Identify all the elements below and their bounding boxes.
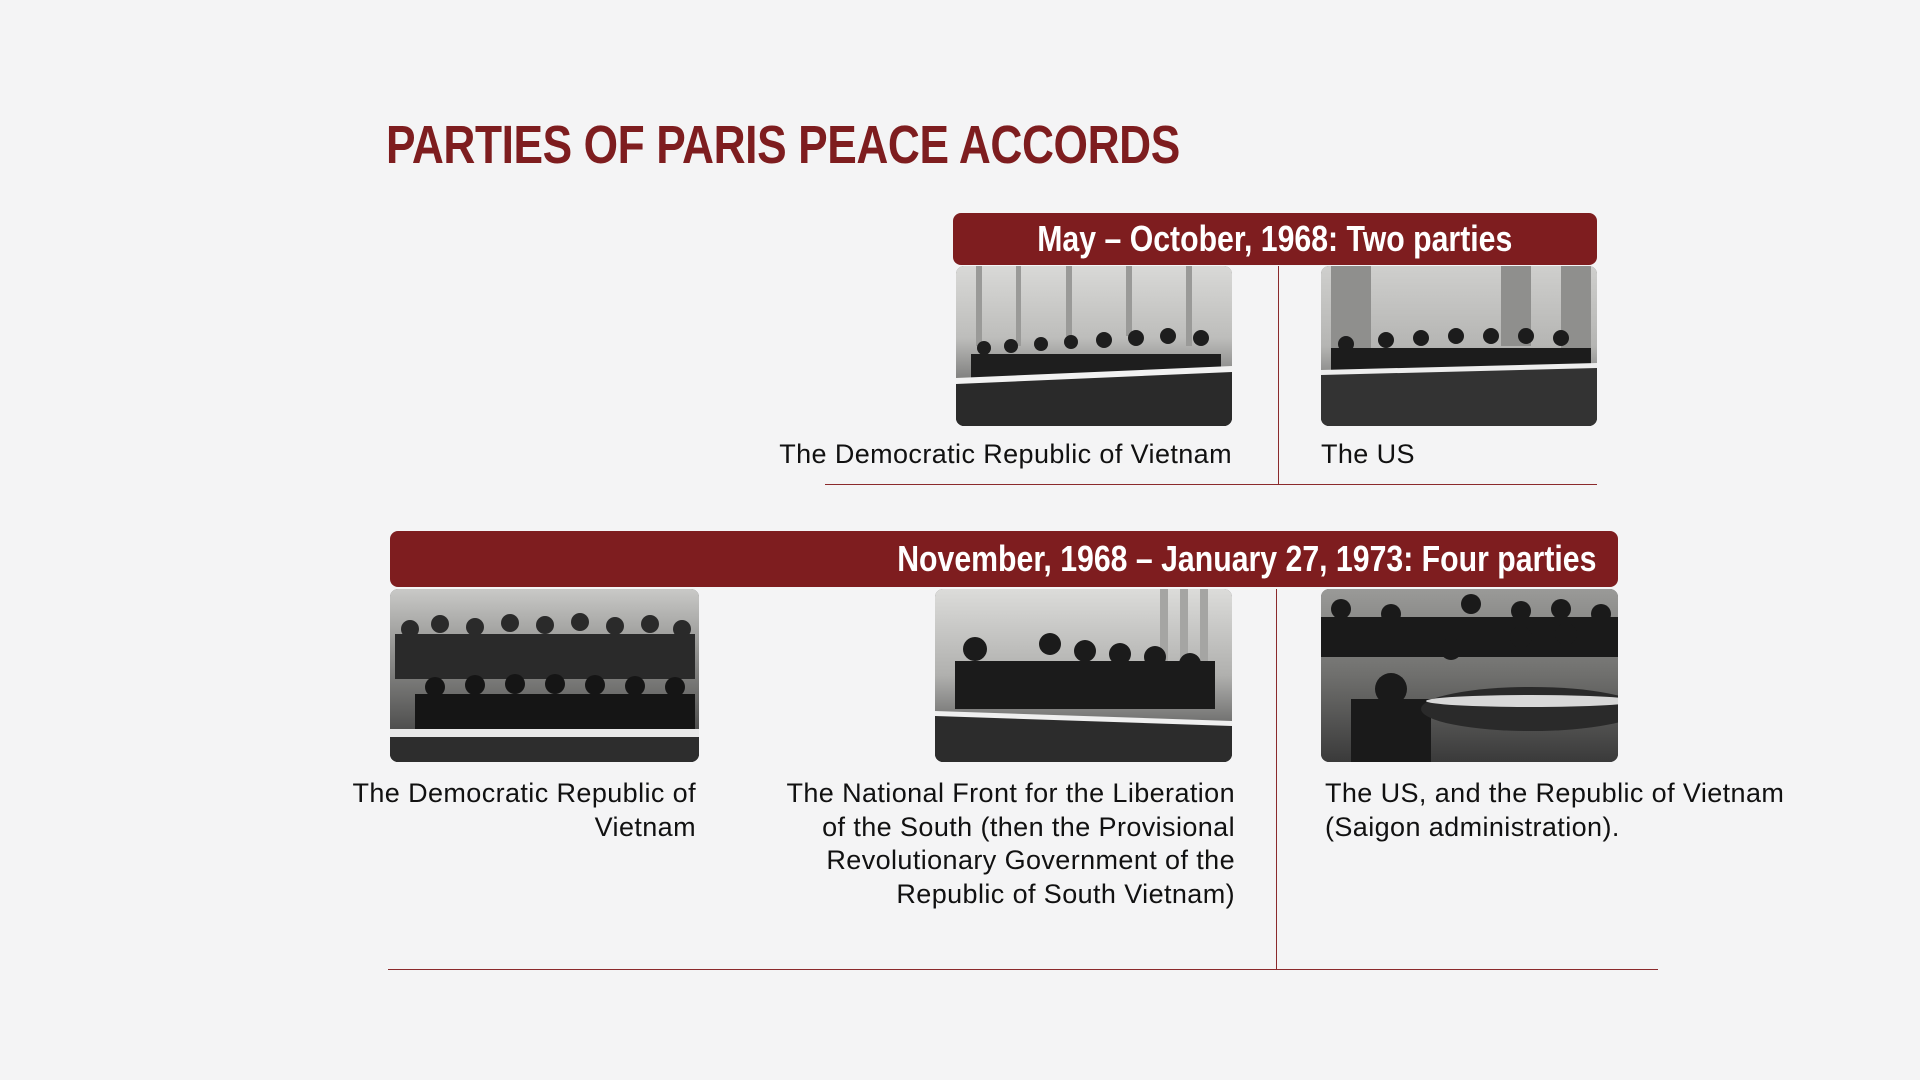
phase2-banner (390, 531, 1618, 587)
phase1-banner (953, 213, 1597, 265)
photo-nlf-1973 (935, 589, 1232, 762)
photo-us-rvn-1973 (1321, 589, 1618, 762)
caption-nlf-1973: The National Front for the Liberation of the South (then the Provisional Revolutionary Government of the Republic of South Vietnam) (786, 778, 1235, 909)
photo-dr-vietnam-1968 (956, 266, 1232, 426)
phase1-banner-label: May – October, 1968: Two parties (1037, 218, 1513, 259)
caption-us-rvn-1973: The US, and the Republic of Vietnam (Saigon administration). (1325, 778, 1785, 842)
page-title: PARTIES OF PARIS PEACE ACCORDS (386, 115, 1180, 175)
phase2-banner-label: November, 1968 – January 27, 1973: Four parties (896, 538, 1596, 579)
caption-dr-vietnam-1968: The Democratic Republic of Vietnam (779, 439, 1232, 469)
caption-us-1968: The US (1321, 439, 1415, 469)
photo-us-1968 (1321, 266, 1597, 426)
divider-horizontal-phase2 (388, 969, 1658, 970)
divider-vertical-phase2 (1276, 589, 1277, 970)
photo-dr-vietnam-1973 (390, 589, 699, 762)
caption-dr-vietnam-1973: The Democratic Republic of Vietnam (352, 778, 696, 842)
divider-horizontal-phase1 (825, 484, 1597, 485)
divider-vertical-phase1 (1278, 266, 1279, 485)
